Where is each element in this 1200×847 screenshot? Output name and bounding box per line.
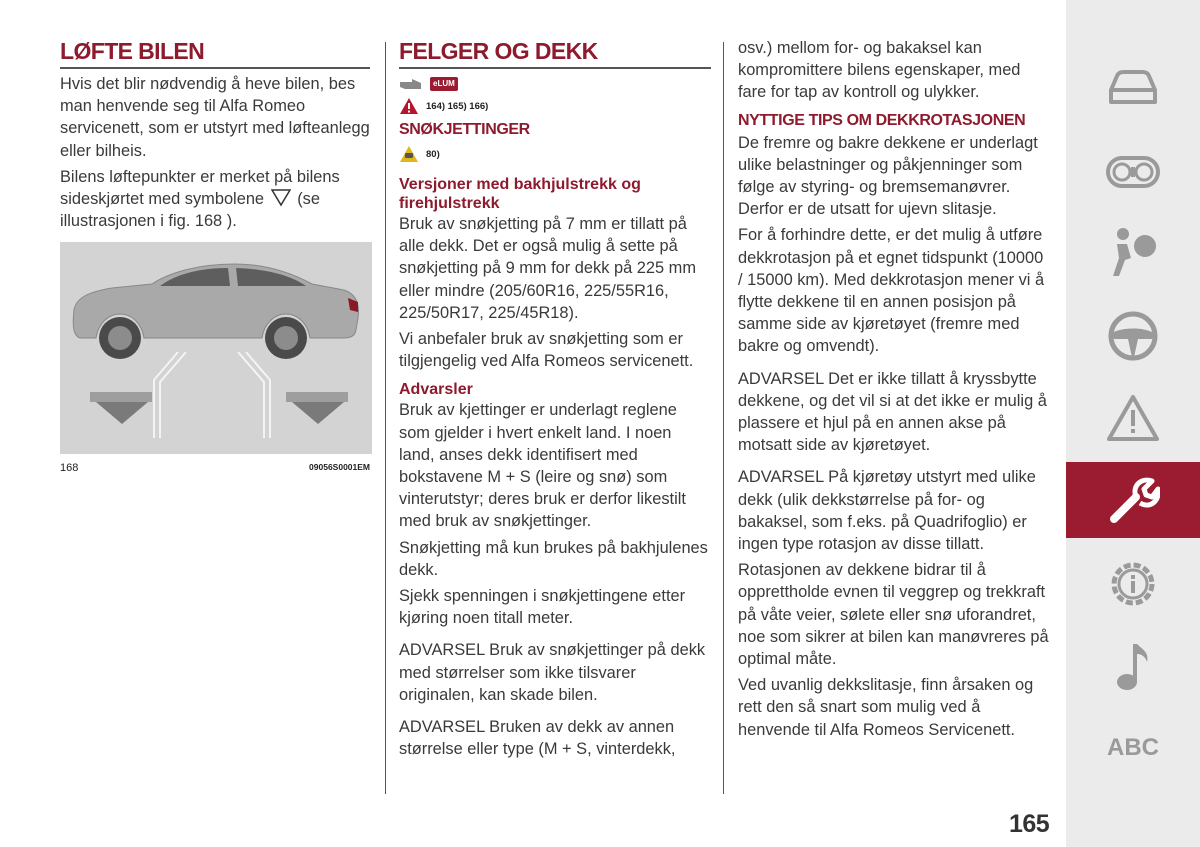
column-divider bbox=[723, 42, 724, 794]
lifting-points-ref: (se illustrasjonen i fig. 168 ). bbox=[60, 190, 320, 231]
paragraph-warning-size: ADVARSEL Bruk av snøkjettinger på dekk med størrelser som ikke tilsvarer originalen, kan skade bilen. bbox=[399, 641, 706, 704]
heading-snow-chains: SNØKJETTINGER bbox=[399, 121, 530, 138]
paragraph-unusual-wear: Ved uvanlig dekkslitasje, finn årsaken og rett den så snart som mulig ved å henvende til Alfa Romeos Servicenett. bbox=[738, 676, 1034, 739]
sidebar-item-airbag[interactable] bbox=[1066, 216, 1200, 288]
column-rotation bbox=[738, 37, 1050, 745]
sidebar-item-multimedia[interactable] bbox=[1066, 630, 1200, 702]
column-wheels bbox=[399, 38, 711, 764]
car-icon bbox=[1105, 68, 1161, 108]
sidebar-item-warning[interactable] bbox=[1066, 382, 1200, 454]
heading-rotation-tips: NYTTIGE TIPS OM DEKKROTASJONEN bbox=[738, 111, 1026, 129]
dashboard-icon bbox=[1105, 152, 1161, 192]
warning-triangle-icon bbox=[399, 97, 419, 115]
pointing-hand-icon bbox=[399, 77, 423, 91]
column-divider bbox=[385, 42, 386, 794]
paragraph-chain-sizes: Bruk av snøkjetting på 7 mm er tillatt på alle dekk. Det er også mulig å sette på snøkjetting på 9 mm for dekk på 225 mm eller mindre (205/60R16, 225/55R16, 225/50R17, 225/45R18). bbox=[399, 215, 696, 322]
figure-caption bbox=[60, 462, 370, 474]
paragraph-continued: osv.) mellom for- og bakaksel kan kompromittere bilens egenskaper, med fare for tap av kontroll og ulykker. bbox=[738, 39, 1021, 102]
section-title-wheels: FELGER OG DEKK bbox=[399, 38, 711, 69]
figure-car-lift-points bbox=[60, 242, 372, 454]
wrench-icon bbox=[1106, 473, 1160, 527]
paragraph-rotation-interval: For å forhindre dette, er det mulig å utføre dekkrotasjon på et egnet tidspunkt (10000 / 15000 km). Med dekkrotasjon mener vi å flytte dekkene til en annen posisjon på samme side av kjøretøyet (fremre med bakre og omvendt). bbox=[738, 226, 1045, 356]
heading-warnings: Advarsler bbox=[399, 381, 473, 399]
sidebar-item-dashboard[interactable] bbox=[1066, 136, 1200, 208]
paragraph-rotation-benefit: Rotasjonen av dekkene bidrar til å opprettholde evnen til veggrep og trekkraft på våte veier, sølete eller snø uforandret, noe som sikrer at bilen kan manøvreres på optimal måte. bbox=[738, 561, 1049, 669]
sidebar-abc-label: ABC bbox=[1107, 734, 1159, 761]
heading-versions: Versjoner med bakhjulstrekk og firehjulstrekk bbox=[399, 176, 641, 212]
sidebar-item-technical[interactable] bbox=[1066, 548, 1200, 620]
warning-refs[interactable]: 164) 165) 166) bbox=[426, 100, 489, 112]
elum-row bbox=[399, 77, 711, 91]
caution-triangle-icon bbox=[399, 145, 419, 163]
figure-number: 168 bbox=[60, 462, 79, 475]
paragraph-lifting-points bbox=[60, 166, 370, 233]
paragraph-regulations: Bruk av kjettinger er underlagt reglene som gjelder i hvert enkelt land. I noen land, anses dekk identifisert med bokstavene M + S (leire og snø) som vinterutstyr; deres bruk er derfor likestilt med bruk av snøkjettinger. bbox=[399, 401, 686, 531]
lift-point-symbol-icon bbox=[271, 189, 291, 207]
paragraph-warning-mixed: ADVARSEL På kjøretøy utstyrt med ulike dekk (ulik dekkstørrelse på for- og bakaksel, som f.eks. på Quadrifoglio) er ingen type rotasjon av disse tillatt. bbox=[738, 468, 1036, 554]
section-title-lifting: LØFTE BILEN bbox=[60, 38, 370, 69]
page-number: 165 bbox=[1009, 810, 1050, 838]
paragraph-chain-recommend: Vi anbefaler bruk av snøkjetting som er tilgjengelig ved Alfa Romeos servicenett. bbox=[399, 330, 694, 371]
paragraph-rear-only: Snøkjetting må kun brukes på bakhjulenes dekk. bbox=[399, 538, 708, 579]
paragraph-uneven-wear: De fremre og bakre dekkene er underlagt ulike belastninger og påkjenninger som følge av styring- og bremsemanøvrer. Derfor er de utsatt for ujevn slitasje. bbox=[738, 133, 1038, 219]
paragraph-lifting-intro: Hvis det blir nødvendig å heve bilen, bes man henvende seg til Alfa Romeo servicenett, som er utstyrt med løfteanlegg eller bilheis. bbox=[60, 75, 370, 160]
warning-refs-row bbox=[399, 97, 711, 115]
sidebar-item-car[interactable] bbox=[1066, 52, 1200, 124]
elum-badge[interactable]: eLUM bbox=[430, 77, 458, 91]
caution-ref[interactable]: 80) bbox=[426, 148, 440, 160]
steering-wheel-icon bbox=[1106, 309, 1160, 363]
info-gear-icon bbox=[1106, 557, 1160, 611]
paragraph-warning-type: ADVARSEL Bruken av dekk av annen størrelse eller type (M + S, vinterdekk, bbox=[399, 718, 676, 759]
paragraph-check-tension: Sjekk spenningen i snøkjettingene etter kjøring noen titall meter. bbox=[399, 587, 686, 628]
lifting-points-text: Bilens løftepunkter er merket på bilens sideskjørtet med symbolene bbox=[60, 167, 340, 209]
car-side-illustration bbox=[60, 242, 372, 454]
paragraph-warning-cross: ADVARSEL Det er ikke tillatt å kryssbytte dekkene, og det vil si at det ikke er mulig å plassere et hjul på en annen akse på motsatt side av kjøretøyet. bbox=[738, 369, 1047, 455]
chapter-sidebar bbox=[1066, 0, 1200, 847]
airbag-icon bbox=[1105, 224, 1161, 280]
sidebar-item-service[interactable] bbox=[1066, 462, 1200, 538]
figure-code: 09056S0001EM bbox=[309, 462, 370, 473]
caution-ref-row bbox=[399, 145, 711, 163]
warning-icon bbox=[1106, 394, 1160, 442]
column-lifting bbox=[60, 38, 370, 474]
sidebar-item-steering[interactable] bbox=[1066, 300, 1200, 372]
music-note-icon bbox=[1113, 640, 1153, 692]
sidebar-item-index[interactable] bbox=[1066, 712, 1200, 784]
